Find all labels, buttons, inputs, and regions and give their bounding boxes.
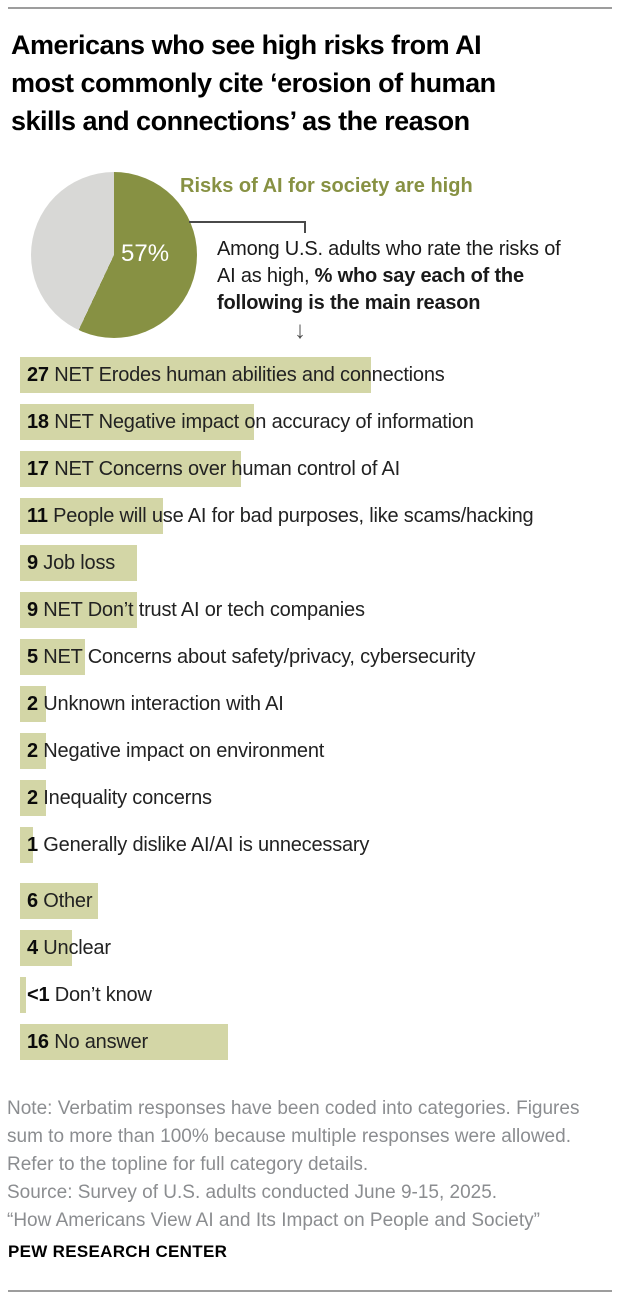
bar-row xyxy=(20,827,612,863)
bar-value: 9 xyxy=(27,552,38,574)
bar-value: 18 xyxy=(27,411,49,433)
bar-value: 2 xyxy=(27,740,38,762)
bar-text xyxy=(20,404,612,440)
bar-row xyxy=(20,977,612,1013)
pie-value-label: 57% xyxy=(121,240,170,267)
bar-row xyxy=(20,357,612,393)
bar-label: Generally dislike AI/AI is unnecessary xyxy=(43,834,370,856)
bar-value: 11 xyxy=(27,505,48,527)
bar-label: People will use AI for bad purposes, like scams/hacking xyxy=(53,505,534,527)
bar-label: Negative impact on environment xyxy=(43,740,325,762)
bar-row xyxy=(20,592,612,628)
bar-text xyxy=(20,930,612,966)
bar-value: 2 xyxy=(27,693,38,715)
page-title-line: Americans who see high risks from AI xyxy=(11,30,482,60)
bar-label: No answer xyxy=(54,1031,149,1053)
bar-text xyxy=(20,977,612,1013)
bar-label: NET Erodes human abilities and connections xyxy=(54,364,445,386)
footnotes xyxy=(7,1095,579,1235)
bar-text xyxy=(20,1024,612,1060)
bottom-divider xyxy=(8,1290,612,1292)
bar-text xyxy=(20,498,612,534)
bar-label: Job loss xyxy=(43,552,116,574)
chart-subtitle-bold: % who say each of the following is the main reason xyxy=(217,265,524,314)
bar-text xyxy=(20,592,612,628)
footnote-line: Refer to the topline for full category details. xyxy=(7,1154,369,1175)
bar-value: 5 xyxy=(27,646,38,668)
bar-row xyxy=(20,545,612,581)
brand-label: PEW RESEARCH CENTER xyxy=(8,1242,228,1261)
bar-value: 17 xyxy=(27,458,49,480)
bar-label: NET Don’t trust AI or tech companies xyxy=(43,599,365,621)
footnote-line: Source: Survey of U.S. adults conducted June 9-15, 2025. xyxy=(7,1182,498,1203)
bar-row xyxy=(20,930,612,966)
bar-value: 1 xyxy=(27,834,38,856)
bar-value: 27 xyxy=(27,364,49,386)
bar-row xyxy=(20,639,612,675)
page-title-line: skills and connections’ as the reason xyxy=(11,106,470,136)
bar-text xyxy=(20,357,612,393)
pie-heading: Risks of AI for society are high xyxy=(180,175,473,197)
bar-label: Unknown interaction with AI xyxy=(43,693,284,715)
bar-text xyxy=(20,780,612,816)
bar-label: NET Concerns about safety/privacy, cybersecurity xyxy=(43,646,476,668)
bar-label: Don’t know xyxy=(54,984,152,1006)
bar-row xyxy=(20,733,612,769)
bar-text xyxy=(20,686,612,722)
bar-text xyxy=(20,545,612,581)
chart-subtitle-regular: Among U.S. adults who rate the risks of AI as high, xyxy=(217,238,561,287)
bar-chart xyxy=(20,357,612,1071)
page-title-line: most commonly cite ‘erosion of human xyxy=(11,68,496,98)
bar-value: 4 xyxy=(27,937,38,959)
bar-label: NET Concerns over human control of AI xyxy=(54,458,400,480)
bar-text xyxy=(20,639,612,675)
bar-row xyxy=(20,404,612,440)
bar-label: NET Negative impact on accuracy of information xyxy=(54,411,474,433)
chart-subtitle xyxy=(217,236,575,317)
bar-text xyxy=(20,451,612,487)
footnote-line: Note: Verbatim responses have been coded into categories. Figures xyxy=(7,1098,580,1119)
bar-value: <1 xyxy=(27,984,50,1006)
bar-row xyxy=(20,780,612,816)
bar-row xyxy=(20,451,612,487)
callout-line-horizontal xyxy=(189,221,306,223)
bar-row xyxy=(20,1024,612,1060)
footnote-line: sum to more than 100% because multiple responses were allowed. xyxy=(7,1126,571,1147)
bar-value: 6 xyxy=(27,890,38,912)
bar-row xyxy=(20,686,612,722)
bar-value: 2 xyxy=(27,787,38,809)
bar-label: Unclear xyxy=(43,937,111,959)
page-title xyxy=(11,26,496,140)
bar-value: 9 xyxy=(27,599,38,621)
down-arrow-icon: ↓ xyxy=(294,317,306,344)
bar-row xyxy=(20,883,612,919)
bar-label: Other xyxy=(43,890,93,912)
callout-line-vertical xyxy=(304,221,306,233)
pie-chart xyxy=(31,172,197,338)
footnote-line: “How Americans View AI and Its Impact on People and Society” xyxy=(7,1210,540,1231)
bar-text xyxy=(20,733,612,769)
bar-text xyxy=(20,883,612,919)
bar-row xyxy=(20,498,612,534)
bar-label: Inequality concerns xyxy=(43,787,212,809)
top-divider xyxy=(8,7,612,9)
bar-value: 16 xyxy=(27,1031,49,1053)
bar-text xyxy=(20,827,612,863)
